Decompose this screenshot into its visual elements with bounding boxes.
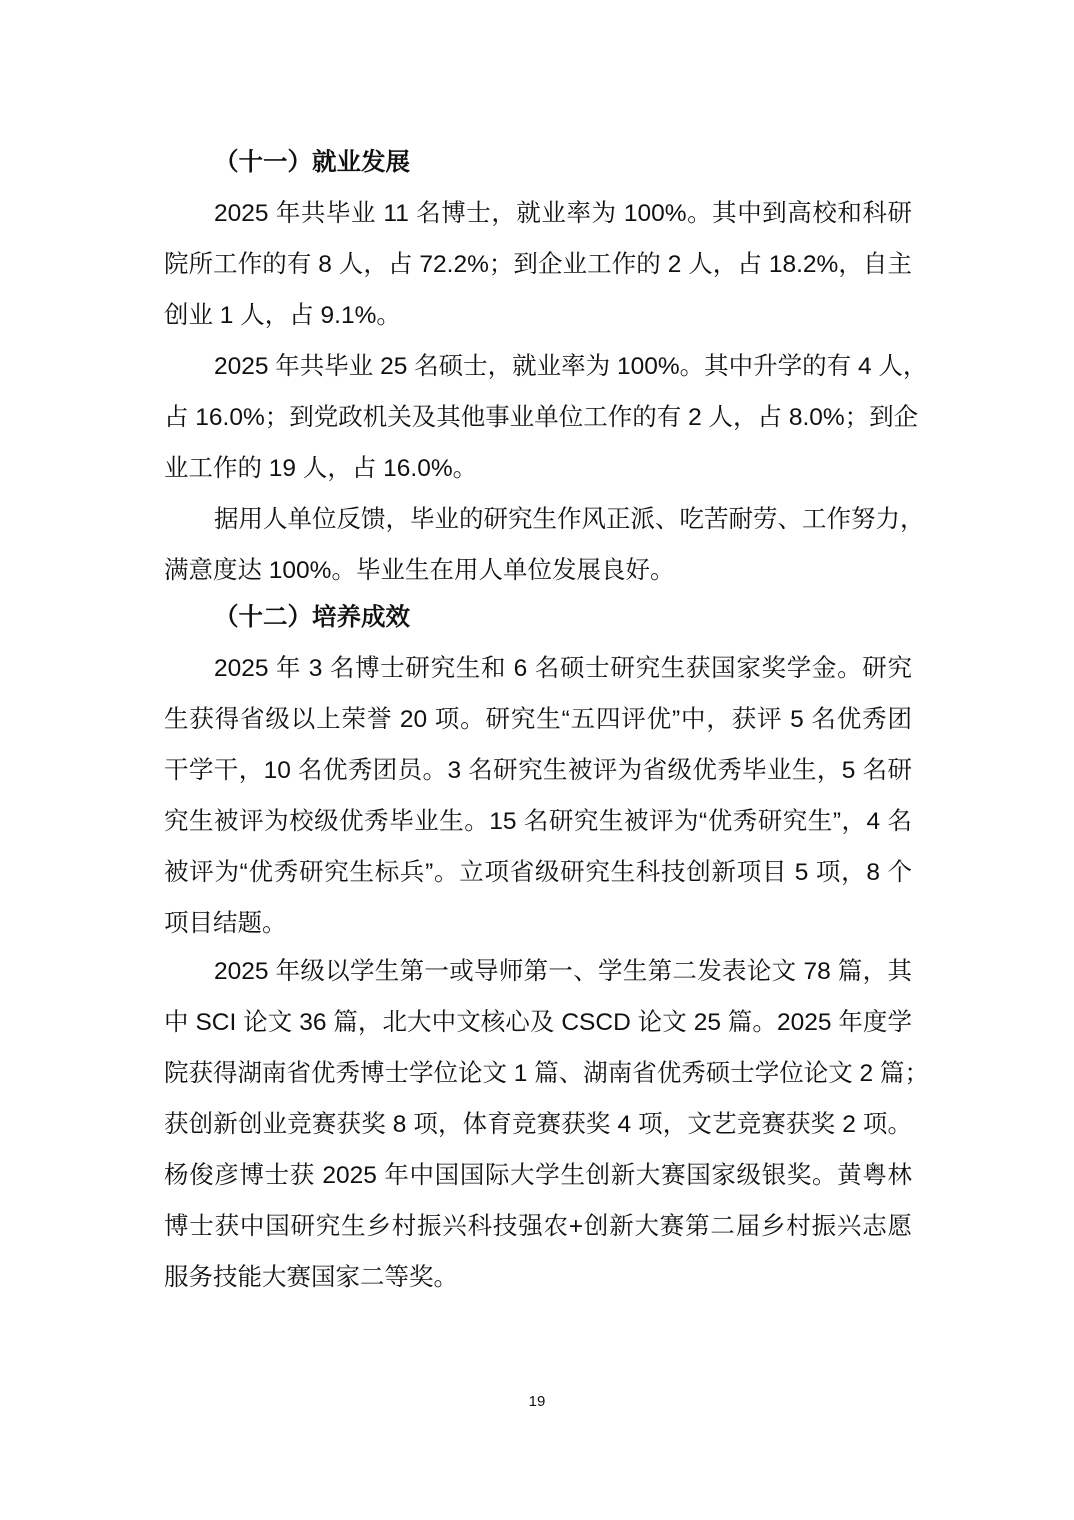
- text-line: 创业 1 人，占 9.1%。: [164, 302, 401, 329]
- text-line: 被评为“优秀研究生标兵”。立项省级研究生科技创新项目 5 项，8 个: [164, 859, 912, 886]
- text-line: 2025 年 3 名博士研究生和 6 名硕士研究生获国家奖学金。研究: [214, 655, 912, 682]
- text-line: 服务技能大赛国家二等奖。: [164, 1264, 458, 1291]
- section-heading-employment: （十一）就业发展: [214, 147, 410, 176]
- page-number: 19: [528, 1393, 546, 1410]
- text-line: 业工作的 19 人，占 16.0%。: [164, 455, 478, 482]
- text-line: 占 16.0%；到党政机关及其他事业单位工作的有 2 人，占 8.0%；到企: [164, 404, 919, 431]
- text-line: 满意度达 100%。毕业生在用人单位发展良好。: [164, 557, 675, 584]
- text-line: 2025 年共毕业 25 名硕士，就业率为 100%。其中升学的有 4 人，: [214, 353, 928, 380]
- paragraph-doctoral-employment: [164, 188, 912, 341]
- text-line: 中 SCI 论文 36 篇，北大中文核心及 CSCD 论文 25 篇。2025 年度学: [164, 1009, 912, 1036]
- text-line: 院所工作的有 8 人，占 72.2%；到企业工作的 2 人，占 18.2%，自主: [164, 251, 912, 278]
- paragraph-master-employment: [164, 341, 928, 494]
- section-heading-training-results: （十二）培养成效: [214, 602, 410, 631]
- paragraph-publications: [164, 946, 929, 1303]
- paragraph-awards: [164, 643, 912, 949]
- text-line: 项目结题。: [164, 910, 287, 937]
- text-line: 获创新创业竞赛获奖 8 项，体育竞赛获奖 4 项，文艺竞赛获奖 2 项。: [164, 1111, 912, 1138]
- text-line: 博士获中国研究生乡村振兴科技强农+创新大赛第二届乡村振兴志愿: [164, 1213, 912, 1240]
- text-line: 2025 年共毕业 11 名博士，就业率为 100%。其中到高校和科研: [214, 200, 912, 227]
- text-line: 生获得省级以上荣誉 20 项。研究生“五四评优”中，获评 5 名优秀团: [164, 706, 912, 733]
- text-line: 2025 年级以学生第一或导师第一、学生第二发表论文 78 篇，其: [214, 958, 912, 985]
- text-line: 究生被评为校级优秀毕业生。15 名研究生被评为“优秀研究生”，4 名: [164, 808, 912, 835]
- text-line: 杨俊彦博士获 2025 年中国国际大学生创新大赛国家级银奖。黄粤林: [164, 1162, 912, 1189]
- text-line: 院获得湖南省优秀博士学位论文 1 篇、湖南省优秀硕士学位论文 2 篇；: [164, 1060, 929, 1087]
- text-line: 干学干，10 名优秀团员。3 名研究生被评为省级优秀毕业生，5 名研: [164, 757, 912, 784]
- paragraph-employer-feedback: [164, 494, 925, 596]
- text-line: 据用人单位反馈，毕业的研究生作风正派、吃苦耐劳、工作努力，: [214, 506, 925, 533]
